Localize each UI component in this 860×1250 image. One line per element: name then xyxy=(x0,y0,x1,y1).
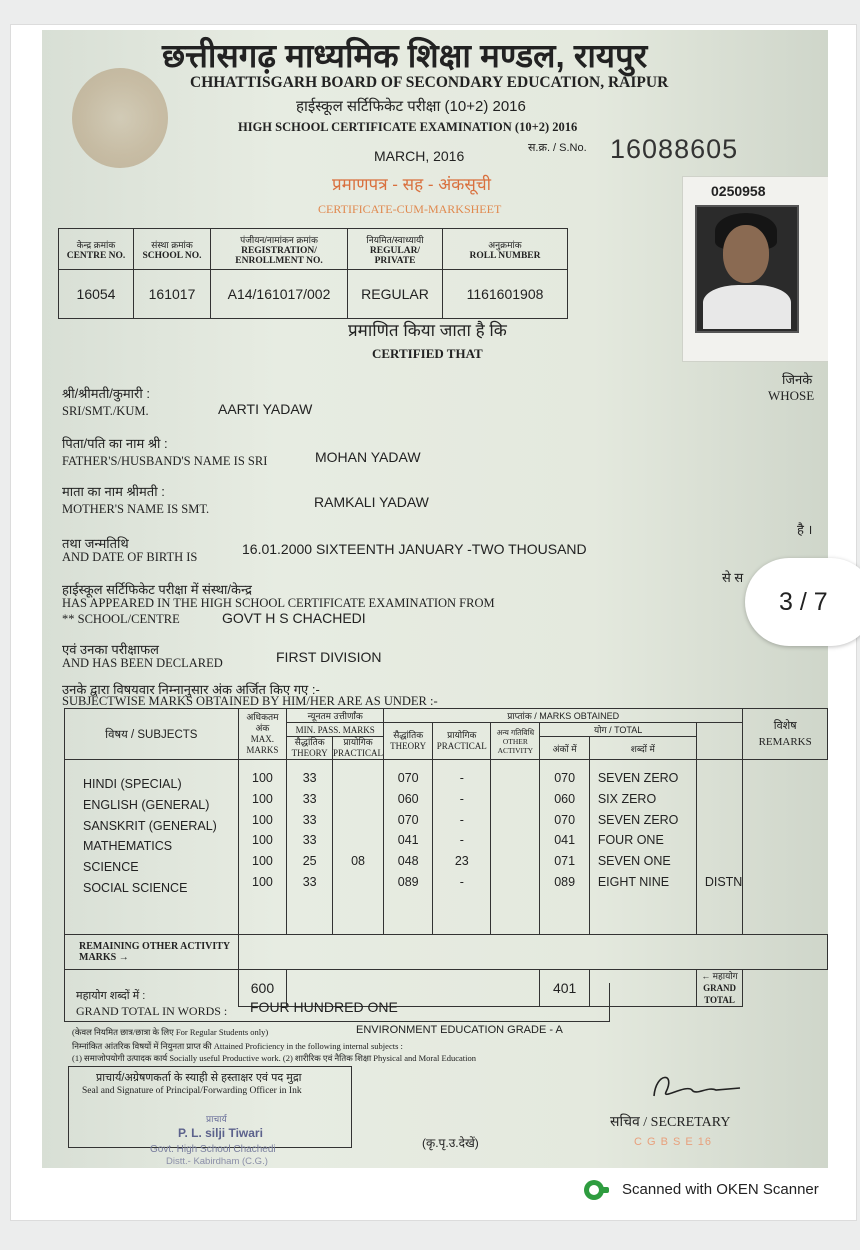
centre-no-header: केन्द्र क्रमांक CENTRE NO. xyxy=(59,229,134,270)
oken-scanner-icon xyxy=(582,1178,610,1202)
se-sa-text: से स xyxy=(722,570,744,585)
father-label-hindi: पिता/पति का नाम श्री : xyxy=(62,436,168,451)
subject-name: ENGLISH (GENERAL) xyxy=(83,797,210,812)
cgbse-mark: C G B S E 16 xyxy=(634,1136,713,1148)
certified-hindi: प्रमाणित किया जाता है कि xyxy=(348,321,507,340)
total-words-column: SEVEN ZERO SIX ZERO SEVEN ZERO FOUR ONE SEVEN ONE EIGHT NINE xyxy=(589,760,696,935)
photo-number: 0250958 xyxy=(711,183,766,199)
theory-marks-column: 070 060 070 041 048 089 xyxy=(384,760,433,935)
page-indicator xyxy=(745,558,860,646)
remarks-column: DISTN xyxy=(696,760,743,935)
subject-name: MATHEMATICS xyxy=(83,839,173,854)
seal-label-english: Seal and Signature of Principal/Forwarding Officer in Ink xyxy=(82,1086,302,1096)
result-label-hindi: एवं उनका परीक्षाफल xyxy=(62,642,159,657)
registration-value-row xyxy=(59,270,568,319)
subject-name: HINDI (SPECIAL) xyxy=(83,777,182,791)
principal-stamp-line-3: Govt. High School Chachedi xyxy=(150,1144,276,1155)
remarks-header: विशेष REMARKS xyxy=(743,709,828,760)
dob-label-english: AND DATE OF BIRTH IS xyxy=(62,550,198,564)
exam-label-english: HAS APPEARED IN THE HIGH SCHOOL CERTIFICATE EXAMINATION FROM xyxy=(62,596,495,610)
whose-english: WHOSE xyxy=(768,388,815,403)
student-name: AARTI YADAW xyxy=(218,401,313,417)
roll-number: 1161601908 xyxy=(443,270,568,319)
attained-proficiency-line: निम्नांकित आंतरिक विषयों में नियुनता प्राप्त की Attained Proficiency in the following internal subjects : xyxy=(72,1041,403,1051)
centre-no: 16054 xyxy=(59,270,134,319)
total-figures-column: 070 060 070 041 071 089 xyxy=(540,760,589,935)
dob-label-hindi: तथा जन्मतिथि xyxy=(62,536,129,551)
father-label-english: FATHER'S/HUSBAND'S NAME IS SRI xyxy=(62,454,268,468)
certified-english: CERTIFIED THAT xyxy=(372,346,483,361)
school-no-header: संस्था क्रमांक SCHOOL NO. xyxy=(134,229,211,270)
mother-name: RAMKALI YADAW xyxy=(314,494,429,510)
regular-private: REGULAR xyxy=(348,270,443,319)
subject-name: SOCIAL SCIENCE xyxy=(83,880,188,895)
other-activity-header: अन्य गतिविधि OTHER ACTIVITY xyxy=(491,723,540,760)
min-practical-column: 08 xyxy=(333,760,384,935)
remaining-activity-cells xyxy=(238,935,827,970)
remaining-activity-row xyxy=(65,935,828,970)
hindi-certificate-title: प्रमाणपत्र - सह - अंकसूची xyxy=(332,175,492,194)
secretary-label: सचिव / SECRETARY xyxy=(610,1115,731,1130)
principal-stamp-line-2: P. L. silji Tiwari xyxy=(178,1126,263,1140)
subject-name: SANSKRIT (GENERAL) xyxy=(83,818,217,833)
supw-line: (1) समाजोपयोगी उत्पादक कार्य Socially useful Productive work. (2) शारीरिक एवं नैतिक शिक्षा Physical and Moral Education xyxy=(72,1053,476,1063)
other-activity-column xyxy=(491,760,540,935)
remaining-activity-label: REMAINING OTHER ACTIVITY MARKS → xyxy=(65,935,239,970)
hindi-exam-title: हाईस्कूल सर्टिफिकेट परीक्षा (10+2) 2016 xyxy=(296,98,526,115)
min-theory-header: सैद्धांतिक THEORY xyxy=(287,737,333,760)
father-name: MOHAN YADAW xyxy=(315,449,421,465)
in-words-header: शब्दों में xyxy=(589,737,696,760)
mother-label-hindi: माता का नाम श्रीमती : xyxy=(62,484,165,499)
english-board-title: CHHATTISGARH BOARD OF SECONDARY EDUCATION, RAIPUR xyxy=(190,74,669,91)
school-no: 161017 xyxy=(134,270,211,319)
total-header: योग / TOTAL xyxy=(540,723,696,737)
max-marks-header: अधिकतम अंक MAX. MARKS xyxy=(238,709,287,760)
min-practical-header: प्रायोगिक PRACTICAL xyxy=(333,737,384,758)
name-label-english: SRI/SMT./KUM. xyxy=(62,404,149,418)
board-seal-icon xyxy=(72,68,168,168)
student-portrait xyxy=(695,205,799,333)
subjectwise-label-english: SUBJECTWISE MARKS OBTAINED BY HIM/HER ARE AS UNDER :- xyxy=(62,694,438,708)
registration-no-header: पंजीयन/नामांकन क्रमांक REGISTRATION/ ENROLLMENT NO. xyxy=(211,229,348,270)
school-name: GOVT H S CHACHEDI xyxy=(222,610,366,626)
date-of-birth: 16.01.2000 SIXTEENTH JANUARY -TWO THOUSAND xyxy=(242,541,587,557)
subjects-header: विषय / SUBJECTS xyxy=(65,709,239,760)
portrait-shirt xyxy=(703,285,791,329)
max-marks-column: 100 100 100 100 100 100 xyxy=(238,760,287,935)
regular-private-header: नियमित/स्वाध्यायी REGULAR/ PRIVATE xyxy=(348,229,443,270)
registration-table xyxy=(58,228,568,319)
exam-session: MARCH, 2016 xyxy=(374,148,465,164)
secretary-signature xyxy=(646,1066,746,1106)
words-label-hindi: महायोग शब्दों में : xyxy=(76,990,146,1002)
max-marks-total: 600 xyxy=(238,970,287,1007)
please-turn-over: (कृ.पृ.उ.देखें) xyxy=(422,1136,479,1150)
registration-header-row xyxy=(59,229,568,270)
roll-number-header: अनुक्रमांक ROLL NUMBER xyxy=(443,229,568,270)
marksheet-image xyxy=(42,30,828,1168)
grand-total-in-words: FOUR HUNDRED ONE xyxy=(250,999,398,1015)
marks-obtained-header: प्राप्तांक / MARKS OBTAINED xyxy=(384,709,743,723)
result-division: FIRST DIVISION xyxy=(276,649,382,665)
min-pass-marks-header-hindi: न्यूनतम उत्तीर्णांक xyxy=(287,709,384,723)
grand-total-figures: 401 xyxy=(540,970,589,1007)
practical-header: प्रायोगिक PRACTICAL xyxy=(433,723,491,760)
practical-marks-column: - - - - 23 - xyxy=(433,760,491,935)
theory-header: सैद्धांतिक THEORY xyxy=(384,723,433,760)
english-certificate-title: CERTIFICATE-CUM-MARKSHEET xyxy=(318,202,502,216)
principal-stamp-line-4: Distt.- Kabirdham (C.G.) xyxy=(166,1156,268,1167)
name-label-hindi: श्री/श्रीमती/कुमारी : xyxy=(62,386,150,401)
portrait-face xyxy=(723,225,769,283)
marks-body-row xyxy=(65,760,828,935)
min-theory-column: 33 33 33 33 25 33 xyxy=(287,760,333,935)
hindi-board-title: छत्तीसगढ़ माध्यमिक शिक्षा मण्डल, रायपुर xyxy=(162,37,648,74)
registration-no: A14/161017/002 xyxy=(211,270,348,319)
whose-hindi: जिनके xyxy=(782,372,813,387)
page-indicator-text: 3 / 7 xyxy=(779,588,828,616)
regular-students-note: (केवल नियमित छात्र/छात्रा के लिए For Regular Students only) xyxy=(72,1027,269,1037)
words-label-english: GRAND TOTAL IN WORDS : xyxy=(76,1004,228,1018)
marks-table xyxy=(64,708,828,1007)
min-pass-marks-header: MIN. PASS. MARKS xyxy=(287,723,384,737)
hai-text: है । xyxy=(797,522,813,537)
serial-number: 16088605 xyxy=(610,134,739,164)
student-photo xyxy=(682,176,828,362)
principal-stamp-line-1: प्राचार्य xyxy=(206,1114,227,1124)
english-exam-title: HIGH SCHOOL CERTIFICATE EXAMINATION (10+2) 2016 xyxy=(238,120,578,134)
mother-label-english: MOTHER'S NAME IS SMT. xyxy=(62,502,210,516)
exam-label-hindi: हाईस्कूल सर्टिफिकेट परीक्षा में संस्था/केन्द्र xyxy=(62,582,252,597)
in-figures-header: अंकों में xyxy=(540,737,589,760)
environment-grade: ENVIRONMENT EDUCATION GRADE - A xyxy=(356,1024,563,1036)
subject-list xyxy=(65,760,239,935)
seal-label-hindi: प्राचार्य/अग्रेषणकर्ता के स्याही से हस्ताक्षर एवं पद मुद्रा xyxy=(96,1072,302,1084)
result-label-english: AND HAS BEEN DECLARED xyxy=(62,656,223,670)
subject-name: SCIENCE xyxy=(83,860,139,875)
serial-number-label: स.क्र. / S.No. xyxy=(528,142,587,154)
scanner-text: Scanned with OKEN Scanner xyxy=(622,1181,819,1198)
subjectwise-label-hindi: उनके द्वारा विषयवार निम्नानुसार अंक अर्जित किए गए :- xyxy=(62,682,320,697)
marks-header-row-1 xyxy=(65,709,828,723)
grand-total-label: ← महायोग GRAND TOTAL xyxy=(696,970,743,1007)
school-label: ** SCHOOL/CENTRE xyxy=(62,612,180,626)
